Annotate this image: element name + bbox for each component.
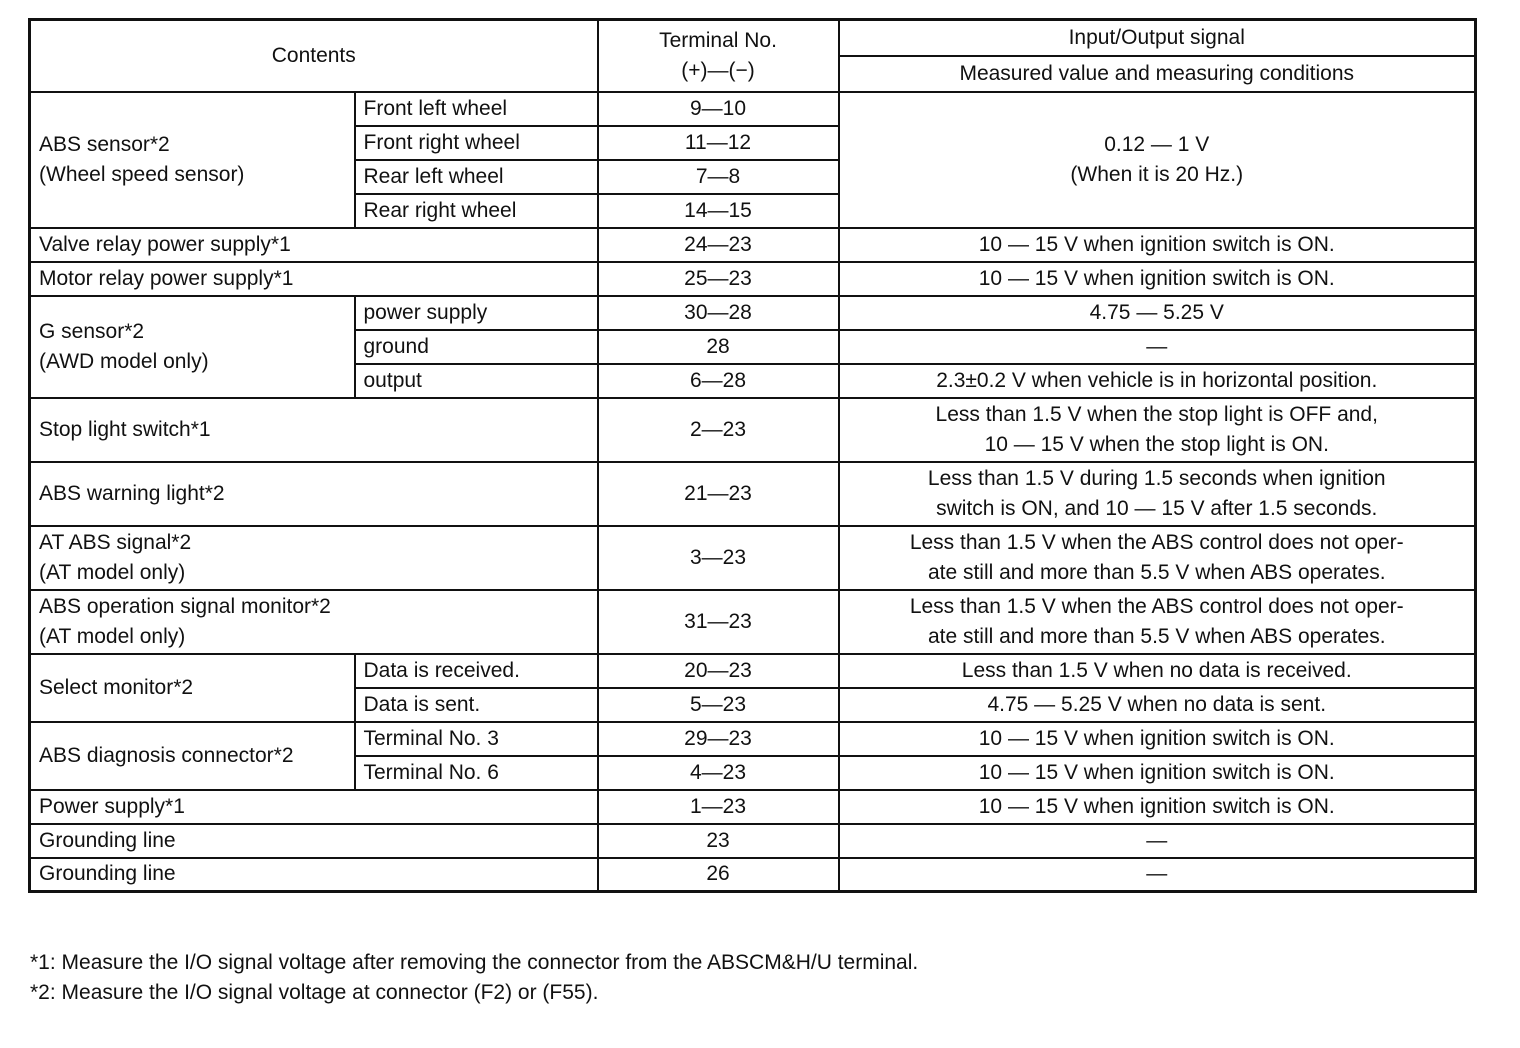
valve-relay-label: Valve relay power supply*1	[30, 228, 598, 262]
signal-line: ate still and more than 5.5 V when ABS operates.	[927, 624, 1386, 648]
label-line: (AT model only)	[39, 560, 186, 584]
terminal-cell: 4—23	[598, 756, 839, 790]
g-sensor-label	[30, 296, 355, 398]
signal-cell	[839, 398, 1476, 462]
signal-line: Less than 1.5 V during 1.5 seconds when ignition	[927, 466, 1386, 490]
table-row	[30, 858, 1476, 892]
table-row	[30, 398, 1476, 462]
label-line: ABS operation signal monitor*2	[39, 594, 331, 618]
terminal-cell: 29—23	[598, 722, 839, 756]
table-row	[30, 462, 1476, 526]
warning-light-label: ABS warning light*2	[30, 462, 598, 526]
table-row	[30, 526, 1476, 590]
motor-relay-label: Motor relay power supply*1	[30, 262, 598, 296]
grounding-label: Grounding line	[30, 858, 598, 892]
abs-op-monitor-label	[30, 590, 598, 654]
signal-cell: 2.3±0.2 V when vehicle is in horizontal position.	[839, 364, 1476, 398]
wheel-name: Front right wheel	[355, 126, 598, 160]
g-sensor-label-line2: (AWD model only)	[39, 349, 209, 373]
select-monitor-label: Select monitor*2	[30, 654, 355, 722]
footnotes	[30, 948, 918, 1008]
terminal-cell: 21—23	[598, 462, 839, 526]
g-sensor-item: output	[355, 364, 598, 398]
signal-cell: —	[839, 330, 1476, 364]
abs-sensor-label	[30, 92, 355, 228]
table-row	[30, 228, 1476, 262]
terminal-cell: 25—23	[598, 262, 839, 296]
header-measured: Measured value and measuring conditions	[839, 56, 1476, 92]
table-row	[30, 296, 1476, 330]
header-terminal-line2: (+)—(−)	[681, 58, 755, 82]
terminal-cell: 9—10	[598, 92, 839, 126]
terminal-cell: 1—23	[598, 790, 839, 824]
diag-connector-item: Terminal No. 3	[355, 722, 598, 756]
terminal-cell: 6—28	[598, 364, 839, 398]
terminal-cell: 30—28	[598, 296, 839, 330]
power-supply-label: Power supply*1	[30, 790, 598, 824]
terminal-cell: 24—23	[598, 228, 839, 262]
wheel-name: Front left wheel	[355, 92, 598, 126]
header-terminal-line1: Terminal No.	[659, 28, 777, 52]
signal-cell: 10 — 15 V when ignition switch is ON.	[839, 722, 1476, 756]
signal-cell: Less than 1.5 V when no data is received.	[839, 654, 1476, 688]
header-terminal	[598, 20, 839, 92]
diag-connector-item: Terminal No. 6	[355, 756, 598, 790]
abs-sensor-label-line2: (Wheel speed sensor)	[39, 162, 245, 186]
header-row-1	[30, 20, 1476, 56]
io-signal-table	[28, 18, 1477, 893]
signal-line: Less than 1.5 V when the ABS control does not oper-	[909, 594, 1404, 618]
abs-sensor-signal-line2: (When it is 20 Hz.)	[1070, 162, 1244, 186]
signal-cell: 10 — 15 V when ignition switch is ON.	[839, 262, 1476, 296]
signal-cell: 4.75 — 5.25 V	[839, 296, 1476, 330]
signal-line: switch is ON, and 10 — 15 V after 1.5 seconds.	[936, 496, 1378, 520]
table-row	[30, 790, 1476, 824]
g-sensor-item: ground	[355, 330, 598, 364]
signal-cell: 4.75 — 5.25 V when no data is sent.	[839, 688, 1476, 722]
label-line: (AT model only)	[39, 624, 186, 648]
header-io-signal: Input/Output signal	[839, 20, 1476, 56]
signal-line: Less than 1.5 V when the ABS control does not oper-	[909, 530, 1404, 554]
g-sensor-label-line1: G sensor*2	[39, 319, 145, 343]
table-row	[30, 654, 1476, 688]
signal-line: Less than 1.5 V when the stop light is OFF and,	[935, 402, 1378, 426]
signal-line: 10 — 15 V when the stop light is ON.	[984, 432, 1329, 456]
signal-cell	[839, 462, 1476, 526]
table-row	[30, 824, 1476, 858]
terminal-cell: 11—12	[598, 126, 839, 160]
select-monitor-item: Data is sent.	[355, 688, 598, 722]
select-monitor-item: Data is received.	[355, 654, 598, 688]
table-row	[30, 722, 1476, 756]
at-abs-signal-label	[30, 526, 598, 590]
terminal-cell: 7—8	[598, 160, 839, 194]
terminal-cell: 20—23	[598, 654, 839, 688]
table-row	[30, 262, 1476, 296]
diag-connector-label: ABS diagnosis connector*2	[30, 722, 355, 790]
signal-cell: 10 — 15 V when ignition switch is ON.	[839, 756, 1476, 790]
signal-cell: 10 — 15 V when ignition switch is ON.	[839, 790, 1476, 824]
signal-cell: —	[839, 858, 1476, 892]
table-row	[30, 590, 1476, 654]
g-sensor-item: power supply	[355, 296, 598, 330]
signal-cell: —	[839, 824, 1476, 858]
abs-sensor-signal	[839, 92, 1476, 228]
terminal-cell: 5—23	[598, 688, 839, 722]
terminal-cell: 3—23	[598, 526, 839, 590]
terminal-cell: 31—23	[598, 590, 839, 654]
header-contents: Contents	[30, 20, 598, 92]
terminal-cell: 26	[598, 858, 839, 892]
signal-cell: 10 — 15 V when ignition switch is ON.	[839, 228, 1476, 262]
signal-cell	[839, 590, 1476, 654]
terminal-cell: 23	[598, 824, 839, 858]
abs-sensor-signal-line1: 0.12 — 1 V	[1104, 132, 1210, 156]
grounding-label: Grounding line	[30, 824, 598, 858]
abs-sensor-label-line1: ABS sensor*2	[39, 132, 170, 156]
label-line: AT ABS signal*2	[39, 530, 192, 554]
terminal-cell: 14—15	[598, 194, 839, 228]
terminal-cell: 2—23	[598, 398, 839, 462]
stop-light-label: Stop light switch*1	[30, 398, 598, 462]
terminal-cell: 28	[598, 330, 839, 364]
signal-line: ate still and more than 5.5 V when ABS operates.	[927, 560, 1386, 584]
table-row	[30, 92, 1476, 126]
wheel-name: Rear right wheel	[355, 194, 598, 228]
footnote-1: *1: Measure the I/O signal voltage after removing the connector from the ABSCM&H/U terminal.	[30, 951, 919, 974]
footnote-2: *2: Measure the I/O signal voltage at connector (F2) or (F55).	[30, 981, 599, 1004]
signal-cell	[839, 526, 1476, 590]
wheel-name: Rear left wheel	[355, 160, 598, 194]
